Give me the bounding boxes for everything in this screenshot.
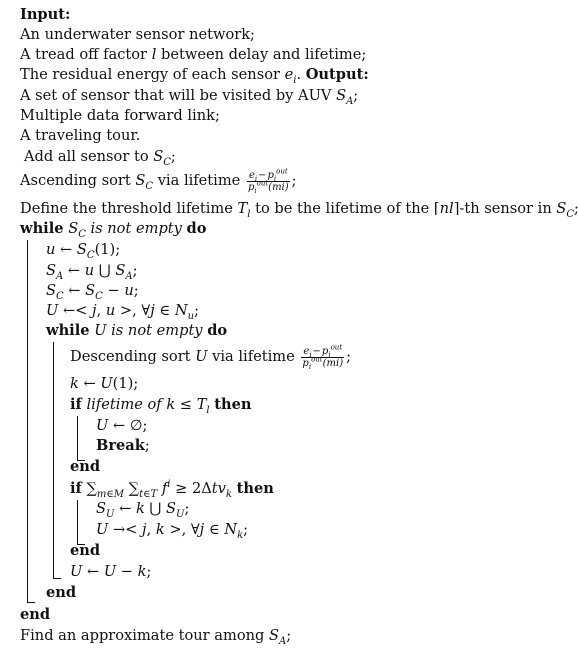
descending-sort-text: Descending sort: [70, 348, 191, 365]
input-line-network: An underwater sensor network;: [20, 26, 255, 43]
do-keyword: do: [186, 220, 207, 237]
to-be-text: to be the lifetime of the: [255, 200, 430, 217]
end-keyword-b: end: [70, 542, 101, 559]
tradeoff-text-a: A tread off factor: [20, 46, 148, 63]
step-sa-union: $S_A$ ← u ⋃ $S_A$;: [46, 262, 138, 282]
if-b-bar: [77, 500, 78, 544]
step-define-threshold: Define the threshold lifetime $T_l$ to be the lifetime of the ⌈nl⌉-th sensor in $S_C$;: [20, 200, 579, 220]
output-line-tour: A traveling tour.: [20, 127, 141, 144]
is-not-empty-text: is not empty: [90, 220, 182, 237]
step-find-tour: Find an approximate tour among $S_A$;: [20, 627, 292, 647]
step-U-minus: U ← U − k;: [70, 563, 152, 580]
while-inner: while U is not empty do: [46, 322, 228, 339]
then-keyword-a: then: [214, 396, 252, 413]
input-line-energy: The residual energy of each sensor $e_i$. Output:: [20, 66, 369, 86]
while-outer-bar: [27, 240, 28, 602]
via-lifetime-text-b: via lifetime: [212, 348, 295, 365]
step-U-assign: U ←< j, u >, ∀j ∈ $N_u$;: [46, 302, 199, 322]
step-break: Break;: [96, 437, 150, 454]
lifetime-of-text: lifetime of: [86, 396, 162, 413]
inner-not-empty-text: is not empty: [111, 322, 203, 339]
end-keyword-c: end: [46, 584, 77, 601]
while-inner-foot: [53, 578, 61, 579]
while-outer: while $S_C$ is not empty do: [20, 220, 207, 240]
input-label: [20, 6, 70, 24]
if-keyword-a: if: [70, 396, 82, 413]
output-line-set: A set of sensor that will be visited by AUV $S_A$;: [20, 87, 359, 107]
if-a-bar: [77, 416, 78, 460]
while-keyword: while: [20, 220, 64, 237]
end-while-outer: [20, 606, 50, 624]
while-outer-foot: [27, 602, 35, 603]
step-add-all: Add all sensor to $S_C$;: [24, 148, 176, 168]
end-keyword-a: end: [70, 458, 101, 475]
energy-text: The residual energy of each sensor: [20, 66, 280, 83]
ascending-sort-text: Ascending sort: [20, 172, 131, 189]
step-U-forward: U →< j, k >, ∀j ∈ $N_k$;: [96, 521, 249, 541]
step-su-union: $S_U$ ← k ⋃ $S_U$;: [96, 500, 190, 520]
if-keyword-b: if: [70, 480, 82, 497]
output-keyword: Output:: [305, 66, 369, 83]
step-k-assign: k ← U(1);: [70, 375, 139, 392]
lifetime-fraction-inner: $\frac{e_i - p_i^{out}}{p_i^{out}(mi)}$: [302, 343, 344, 371]
step-U-empty: U ← ∅;: [96, 417, 148, 434]
tradeoff-text-b: between delay and lifetime;: [161, 46, 367, 63]
step-ascending-sort: Ascending sort $S_C$ via lifetime $\frac{e_i - p_i^{out}}{p_i^{out}(mi)}$ ;: [20, 167, 297, 195]
input-line-tradeoff: A tread off factor l between delay and lifetime;: [20, 46, 367, 63]
add-all-text: Add all sensor to: [24, 148, 149, 165]
inner-do-keyword: do: [207, 322, 228, 339]
if-lifetime: if lifetime of $k \le T_l$ then: [70, 396, 252, 416]
break-keyword: Break: [96, 437, 145, 454]
end-if-b: [70, 542, 100, 560]
end-if-a: [70, 458, 100, 476]
then-keyword-b: then: [236, 480, 274, 497]
step-descending-sort: Descending sort U via lifetime $\frac{e_i - p_i^{out}}{p_i^{out}(mi)}$ ;: [70, 343, 352, 371]
input-keyword: Input:: [20, 6, 71, 23]
define-threshold-text: Define the threshold lifetime: [20, 200, 233, 217]
via-lifetime-text-a: via lifetime: [157, 172, 241, 189]
step-sc-minus: $S_C$ ← $S_C - u$;: [46, 282, 139, 302]
end-while-inner: [46, 584, 76, 602]
output-set-text: A set of sensor that will be visited by AUV: [20, 87, 332, 104]
while-inner-bar: [53, 342, 54, 578]
lifetime-fraction: $\frac{e_i - p_i^{out}}{p_i^{out}(mi)}$: [247, 167, 289, 195]
end-keyword-d: end: [20, 606, 51, 623]
output-line-links: Multiple data forward link;: [20, 107, 220, 124]
find-tour-text: Find an approximate tour among: [20, 627, 265, 644]
if-sum: if $\sum_{m\in M}$ $\sum_{t\in T}$ $f^i \ge 2\Delta tv_k$ then: [70, 479, 274, 500]
step-u-assign: u ← $S_C(1)$;: [46, 241, 121, 261]
while-inner-keyword: while: [46, 322, 90, 339]
th-sensor-text: -th sensor in: [459, 200, 552, 217]
